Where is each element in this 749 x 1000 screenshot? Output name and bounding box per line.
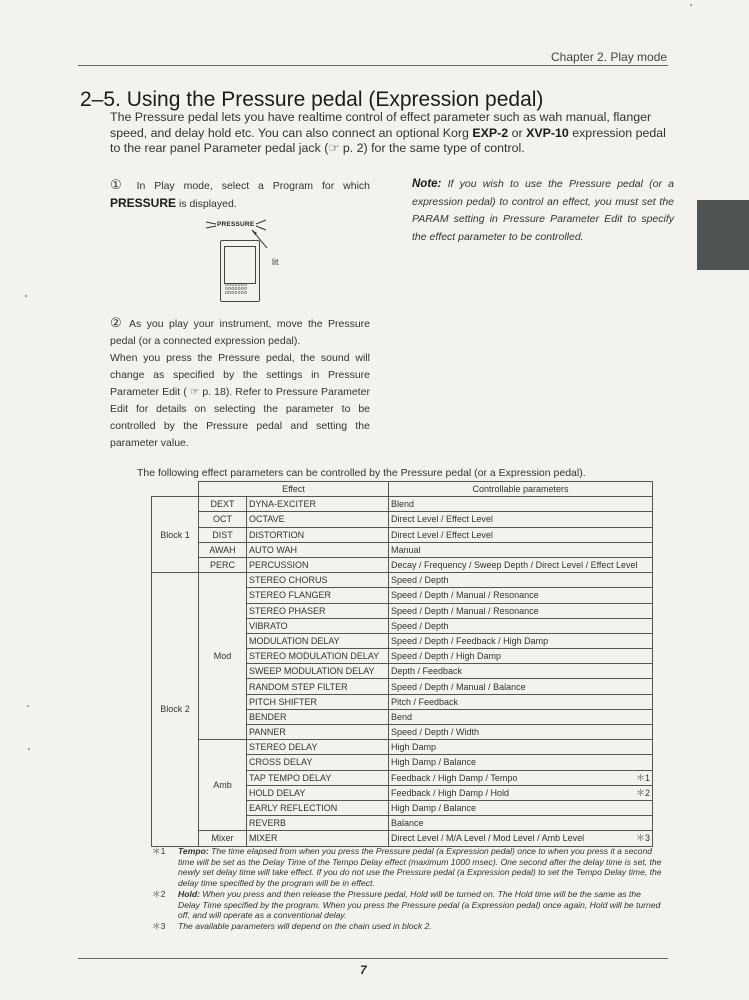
pressure-keyword: PRESSURE [110,196,177,210]
step-2-marker: ② [110,315,125,330]
chapter-tab-marker [697,200,749,270]
note-box: Note: If you wish to use the Pressure pedal (or a expression pedal) to control an effect, you must set the PARAM setting in Pressure Parameter Edit to specify the effect parameter to be controlled. [412,178,674,243]
table-row: REVERB Balance [152,816,653,831]
table-row: AWAH AUTO WAH Manual [152,542,653,557]
step-1: ① In Play mode, select a Program for which PRESSURE is displayed. [110,177,370,210]
table-row: VIBRATO Speed / Depth [152,618,653,633]
footnote-ref-2: ＊2 [635,787,650,798]
footnote-1: ＊1 Tempo: The time elapsed from when you press the Pressure pedal (a Expression pedal) once to when you press it a second time will be set as the Delay Time of the Tempo Delay effect (maximum 1000 msec). One second after the delay time is set, the newly set delay time will take effect. If you do not use the Pressure pedal (a Expression pedal) to set the Tempo Delay time, the delay time specified by the program will be in effect. [152,846,662,888]
footnote-3: ＊3 The available parameters will depend on the chain used in block 2. [152,921,432,931]
footnote-ref-3: ＊3 [635,833,650,844]
header-rule [78,65,668,66]
header-params: Controllable parameters [389,482,653,497]
note-label: Note: [412,178,442,190]
header-effect: Effect [199,482,389,497]
table-row: OCT OCTAVE Direct Level / Effect Level [152,512,653,527]
pedal-dots: ooooooo ooooooo ooooooo [225,283,248,296]
table-header-row [152,482,653,497]
pedal-surface [224,246,256,284]
mod-group-label: Mod [199,573,247,740]
table-row: Mixer MIXER Direct Level / M/A Level / Mod Level / Amb Level ＊3 [152,831,653,846]
section-title: 2–5. Using the Pressure pedal (Expression pedal) [80,88,544,111]
table-row: PANNER Speed / Depth / Width [152,725,653,740]
effects-table [151,481,653,847]
table-row: MODULATION DELAY Speed / Depth / Feedback / High Damp [152,633,653,648]
block-1-label: Block 1 [152,497,199,573]
table-row: PITCH SHIFTER Pitch / Feedback [152,694,653,709]
scan-speck [690,4,692,6]
table-row: CROSS DELAY High Damp / Balance [152,755,653,770]
table-row: STEREO PHASER Speed / Depth / Manual / Resonance [152,603,653,618]
table-row: EARLY REFLECTION High Damp / Balance [152,800,653,815]
table-row: BENDER Bend [152,709,653,724]
table-row: DIST DISTORTION Direct Level / Effect Level [152,527,653,542]
footnote-2: ＊2 Hold: When you press and then release the Pressure pedal, Hold will be turned on. The Hold time will be the same as the Delay Time specified by the program. When you press the Pressure pedal (a Expression pedal) once again, Hold will be turned off, and will operate as a conventional delay. [152,889,661,920]
table-row: STEREO MODULATION DELAY Speed / Depth / High Damp [152,649,653,664]
step-2: ② As you play your instrument, move the Pressure pedal (or a connected expression pedal). When you press the Pressure pedal, the sound will change as specified by the settings in Pressure Parameter Edit ( ☞ p. 18). Refer to Pressure Parameter Edit for details on selecting the parameter to be controlled by the Pressure pedal and setting the parameter value. [110,315,370,449]
chapter-header: Chapter 2. Play mode [551,50,668,64]
table-caption: The following effect parameters can be controlled by the Pressure pedal (or a Expression pedal). [137,467,586,479]
step-1-marker: ① [110,177,128,192]
table-row: STEREO FLANGER Speed / Depth / Manual / Resonance [152,588,653,603]
table-row: Amb STEREO DELAY High Damp [152,740,653,755]
scan-speck [25,295,27,297]
scan-speck [27,705,29,707]
amb-group-label: Amb [199,740,247,831]
block-2-label: Block 2 [152,573,199,846]
xvp10-model: XVP-10 [526,125,569,140]
pressure-display-label: PRESSURE [217,221,255,228]
exp2-model: EXP-2 [472,125,509,140]
footer-rule [78,958,668,959]
table-row: RANDOM STEP FILTER Speed / Depth / Manual / Balance [152,679,653,694]
page-number: 7 [360,963,367,977]
table-row: Block 2 Mod STEREO CHORUS Speed / Depth [152,573,653,588]
footnote-ref-1: ＊1 [635,772,650,783]
table-row: PERC PERCUSSION Decay / Frequency / Sweep Depth / Direct Level / Effect Level [152,557,653,572]
scan-speck [28,748,30,750]
intro-paragraph: The Pressure pedal lets you have realtime control of effect parameter such as wah manual, flanger speed, and delay hold etc. You can also connect an optional Korg EXP-2 or XVP-10 expression pedal to the rear panel Parameter pedal jack (☞ p. 2) for the same type of control. [110,110,666,155]
table-row: Block 1 DEXT DYNA-EXCITER Blend [152,497,653,512]
lit-label: lit [272,257,279,267]
table-row: TAP TEMPO DELAY Feedback / High Damp / Tempo ＊1 [152,770,653,785]
mixer-group-label: Mixer [199,831,247,846]
table-row: HOLD DELAY Feedback / High Damp / Hold ＊2 [152,785,653,800]
table-row: SWEEP MODULATION DELAY Depth / Feedback [152,664,653,679]
